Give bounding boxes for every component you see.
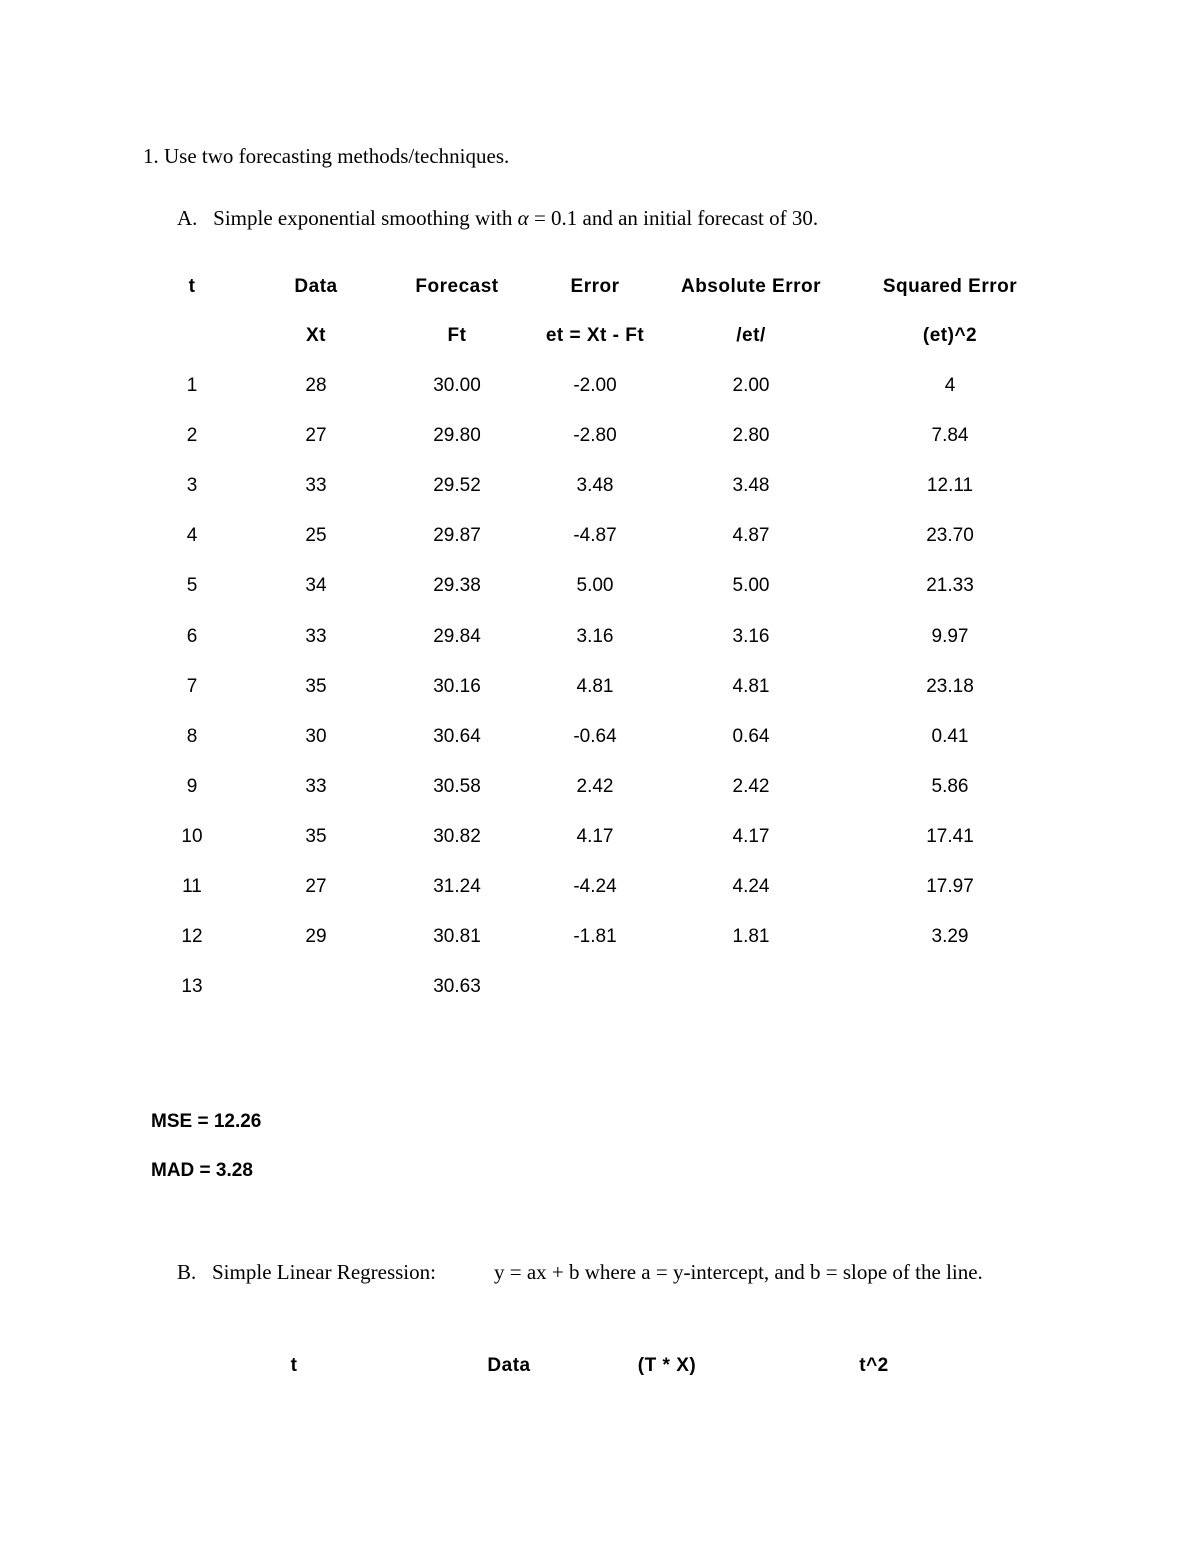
table-cell: 30.82 <box>433 826 481 847</box>
table-cell: 9.97 <box>931 626 969 647</box>
table-cell: 34 <box>305 575 327 596</box>
table-cell: 30.64 <box>433 726 481 747</box>
mad-value: MAD = 3.28 <box>151 1160 253 1181</box>
table-cell: 30.58 <box>433 776 481 797</box>
table-cell: 29.38 <box>433 575 481 596</box>
table-cell: -1.81 <box>573 926 617 947</box>
table-cell: 7 <box>186 676 198 697</box>
table-cell: -2.80 <box>573 425 617 446</box>
column-header: t <box>290 1355 298 1376</box>
table-cell: 23.18 <box>926 676 974 697</box>
table-cell: 29.80 <box>433 425 481 446</box>
table-cell: 17.97 <box>926 876 974 897</box>
table-cell: 5.86 <box>931 776 969 797</box>
part-a-heading <box>177 206 818 231</box>
table-cell: 3.16 <box>576 626 614 647</box>
table-cell: -4.87 <box>573 525 617 546</box>
table-cell: 2.80 <box>732 425 770 446</box>
table-cell: 35 <box>305 676 327 697</box>
table-cell: 17.41 <box>926 826 974 847</box>
column-subheader: (et)^2 <box>922 325 978 346</box>
table-cell: 4.81 <box>576 676 614 697</box>
table-cell: 3.16 <box>732 626 770 647</box>
table-cell: 1 <box>186 375 198 396</box>
table-cell: 12 <box>181 926 203 947</box>
column-subheader: Xt <box>306 325 326 346</box>
table-cell: 4 <box>944 375 956 396</box>
table-cell: -2.00 <box>573 375 617 396</box>
table-cell: 6 <box>186 626 198 647</box>
table-cell: 33 <box>305 626 327 647</box>
column-header: t^2 <box>859 1355 889 1376</box>
table-cell: 30 <box>305 726 327 747</box>
table-cell: -4.24 <box>573 876 617 897</box>
table-cell: 3.48 <box>576 475 614 496</box>
table-cell: 4 <box>186 525 198 546</box>
table-cell: 8 <box>186 726 198 747</box>
column-subheader: /et/ <box>736 325 766 346</box>
table-cell: 10 <box>181 826 203 847</box>
table-cell: 23.70 <box>926 525 974 546</box>
mse-value: MSE = 12.26 <box>151 1111 262 1132</box>
column-header: (T * X) <box>637 1355 697 1376</box>
column-header: Error <box>570 276 620 297</box>
alpha-symbol: α <box>517 206 529 230</box>
column-header: Forecast <box>415 276 499 297</box>
column-header: Data <box>294 276 338 297</box>
part-b-heading: B. Simple Linear Regression: <box>177 1260 436 1284</box>
table-cell: 2.42 <box>732 776 770 797</box>
table-cell: 28 <box>305 375 327 396</box>
table-cell: 30.16 <box>433 676 481 697</box>
table-cell: 21.33 <box>926 575 974 596</box>
table-cell: 29.52 <box>433 475 481 496</box>
table-cell: 33 <box>305 776 327 797</box>
table-cell: 31.24 <box>433 876 481 897</box>
table-cell: 33 <box>305 475 327 496</box>
question-title: 1. Use two forecasting methods/techniques. <box>143 144 510 168</box>
column-subheader: Ft <box>447 325 467 346</box>
table-cell: 0.41 <box>931 726 969 747</box>
column-subheader: et = Xt - Ft <box>545 325 645 346</box>
table-cell: 9 <box>186 776 198 797</box>
table-cell: 5.00 <box>732 575 770 596</box>
table-cell: 30.00 <box>433 375 481 396</box>
table-cell: 29 <box>305 926 327 947</box>
table-cell: 7.84 <box>931 425 969 446</box>
table-cell: 4.17 <box>576 826 614 847</box>
table-cell: 29.84 <box>433 626 481 647</box>
table-cell: 5 <box>186 575 198 596</box>
table-cell: 1.81 <box>732 926 770 947</box>
table-cell: 3 <box>186 475 198 496</box>
table-cell: 11 <box>182 876 202 897</box>
column-header: Absolute Error <box>680 276 822 297</box>
table-cell: 2.00 <box>732 375 770 396</box>
part-a-prefix: A. Simple exponential smoothing with <box>177 206 518 230</box>
part-a-suffix: = 0.1 and an initial forecast of 30. <box>528 206 819 230</box>
table-cell: 12.11 <box>926 475 974 496</box>
table-cell: 13 <box>181 976 203 997</box>
table-cell: 3.29 <box>931 926 969 947</box>
column-header: Data <box>487 1355 531 1376</box>
table-cell: 2 <box>186 425 198 446</box>
table-cell: 5.00 <box>576 575 614 596</box>
column-header: t <box>188 276 196 297</box>
table-cell: -0.64 <box>573 726 617 747</box>
table-cell: 35 <box>305 826 327 847</box>
table-cell: 2.42 <box>576 776 614 797</box>
table-cell: 4.17 <box>732 826 770 847</box>
table-cell: 29.87 <box>433 525 481 546</box>
part-b-formula: y = ax + b where a = y-intercept, and b = slope of the line. <box>494 1260 983 1284</box>
table-cell: 0.64 <box>732 726 770 747</box>
table-cell: 27 <box>305 876 327 897</box>
table-cell: 30.63 <box>433 976 481 997</box>
table-cell: 4.87 <box>732 525 770 546</box>
table-cell: 30.81 <box>433 926 481 947</box>
table-cell: 4.24 <box>732 876 770 897</box>
table-cell: 27 <box>305 425 327 446</box>
table-cell: 25 <box>305 525 327 546</box>
column-header: Squared Error <box>882 276 1018 297</box>
table-cell: 3.48 <box>732 475 770 496</box>
table-cell: 4.81 <box>732 676 770 697</box>
